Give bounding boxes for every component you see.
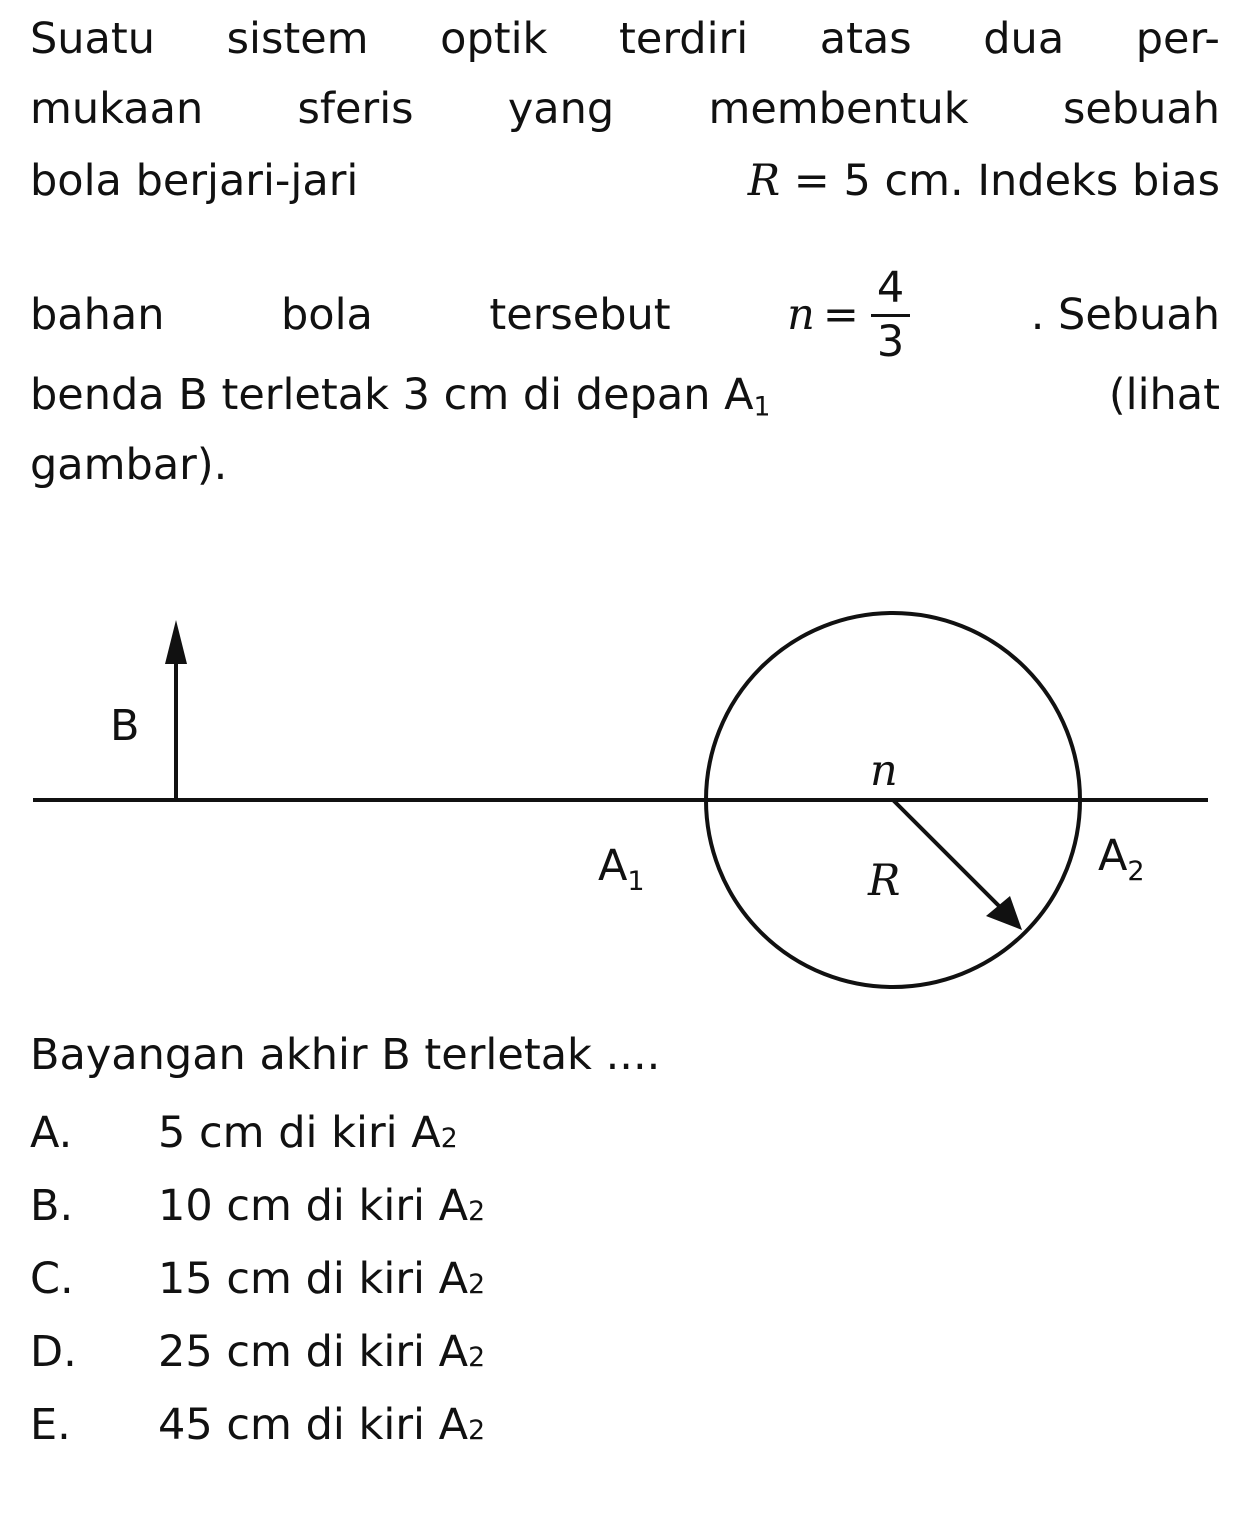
optics-diagram [0,600,1258,1000]
option-text: 10 cm di kiri A [158,1181,469,1231]
fraction [871,262,910,367]
word: bahan [30,289,165,340]
index-label: n [870,746,898,796]
word: Suatu [30,14,156,64]
problem-statement [30,14,1220,504]
option-letter: E. [30,1400,71,1450]
option-c[interactable] [30,1254,485,1327]
problem-line-3 [30,156,1220,256]
option-letter: C. [30,1254,74,1304]
object-arrowhead [165,620,187,664]
option-text: 25 cm di kiri A [158,1327,469,1377]
word: tersebut [489,289,671,340]
option-letter: D. [30,1327,77,1377]
problem-line-4 [30,256,1220,374]
problem-line-5 [30,370,1220,444]
option-subscript: 2 [468,1342,486,1373]
equals-sign: = [822,289,859,340]
see-figure-text-end: gambar). [30,440,228,490]
object-position-text: benda B terletak 3 cm di depan A [30,370,754,420]
question-text: Bayangan akhir B terletak .... [30,1030,661,1080]
option-subscript: 2 [468,1269,486,1300]
problem-line-6 [30,440,1220,504]
radius-intro: bola berjari-jari [30,156,359,206]
option-letter: B. [30,1181,74,1231]
object-label: B [110,701,140,751]
radius-arrow [893,800,1005,912]
option-text: 5 cm di kiri A [158,1108,441,1158]
word: terdiri [619,14,749,64]
word: sebuah [1062,84,1220,134]
problem-line-1 [30,14,1220,88]
see-figure-text: (lihat [1108,370,1220,420]
word: mukaan [30,84,204,134]
word: sferis [297,84,414,134]
line4-post: . Sebuah [1030,289,1220,340]
word: yang [507,84,615,134]
word: atas [819,14,912,64]
option-text: 45 cm di kiri A [158,1400,469,1450]
word: dua [983,14,1065,64]
option-e[interactable] [30,1400,485,1473]
option-b[interactable] [30,1181,485,1254]
index-variable: n [787,289,815,340]
answer-options [30,1108,485,1473]
option-letter: A. [30,1108,73,1158]
fraction-denominator: 3 [876,316,905,367]
word: membentuk [708,84,969,134]
option-subscript: 2 [440,1123,458,1154]
problem-line-2 [30,84,1220,160]
option-d[interactable] [30,1327,485,1400]
option-subscript: 2 [468,1415,486,1446]
word: bola [281,289,373,340]
radius-variable: R [747,156,781,206]
word: sistem [226,14,369,64]
vertex-a1-label: $A_1$ [598,841,645,897]
option-subscript: 2 [468,1196,486,1227]
word: optik [440,14,548,64]
option-a[interactable] [30,1108,485,1181]
vertex-a2-label: $A_2$ [1098,831,1145,887]
word: per- [1135,14,1220,64]
option-text: 15 cm di kiri A [158,1254,469,1304]
radius-label: R [868,856,901,906]
fraction-numerator: 4 [871,267,910,317]
radius-value: = 5 cm. Indeks bias [793,156,1220,206]
subscript: 1 [753,391,771,423]
